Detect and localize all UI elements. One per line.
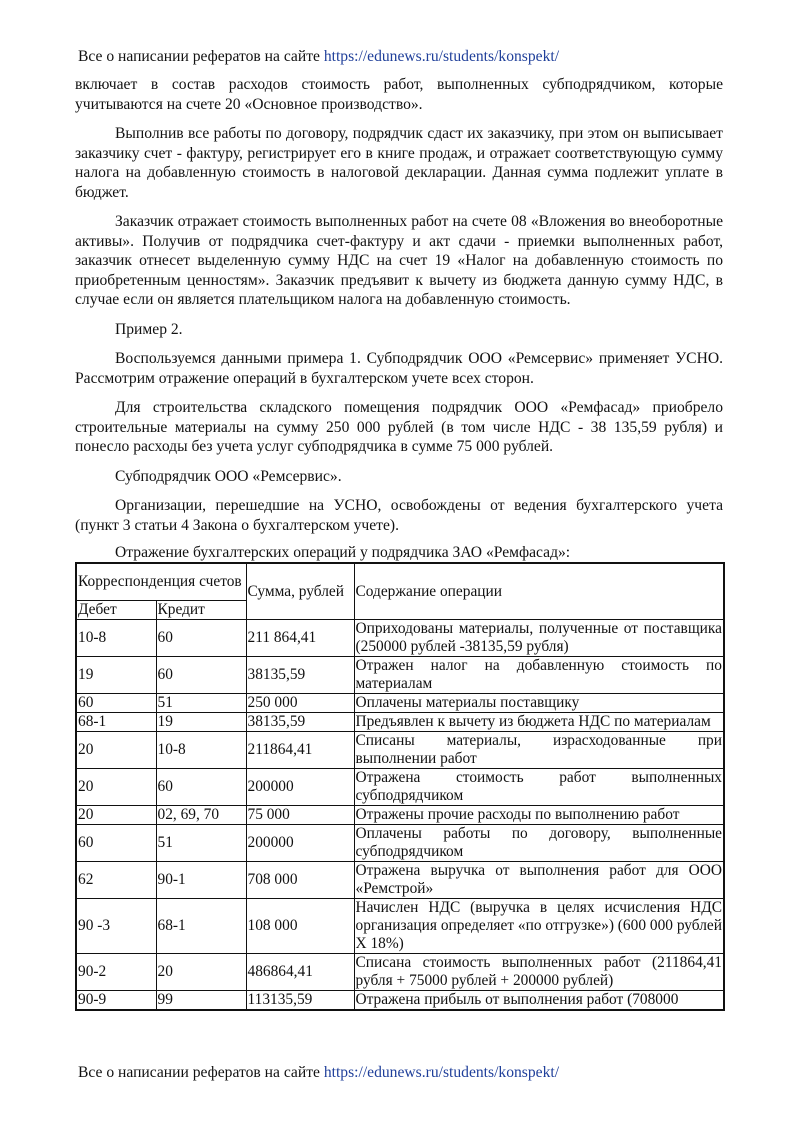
paragraph: Для строительства складского помещения подрядчик ООО «Ремфасад» приобрело строительные материалы на сумму 250 000 рублей (в том числе НДС - 38 135,59 рубля) и понесло расходы без учета услуг субподрядчика в сумме 75 000 рублей. [75,399,723,455]
table-row [76,620,724,657]
cell-content: Списана стоимость выполненных работ (211864,41 рубля + 75000 рублей + 200000 рублей) [355,954,722,989]
cell-debit: 20 [76,732,156,769]
cell-debit: 60 [76,825,156,862]
header-correspondence: Корреспонденция счетов [76,563,246,601]
table-row [76,713,724,732]
page-footer [78,1064,559,1082]
cell-sum: 38135,59 [246,657,354,694]
table-row [76,732,724,769]
paragraph: Пример 2. [115,320,183,338]
table-row [76,862,724,899]
header-text: Все о написании рефератов на сайте [78,48,324,65]
cell-debit: 19 [76,657,156,694]
paragraph: Заказчик отражает стоимость выполненных работ на счете 08 «Вложения во внеоборотные активы». Получив от подрядчика счет-фактуру и акт сдачи - приемки выполненных работ, заказчик отнесет выделенную сумму НДС на счет 19 «Налог на добавленную стоимость по приобретенным ценностям». Заказчик предъявит к вычету из бюджета данную сумму НДС, в случае если он является плательщиком налога на добавленную стоимость. [75,213,723,308]
cell-debit: 60 [76,694,156,713]
table-row [76,954,724,991]
table-caption: Отражение бухгалтерских операций у подрядчика ЗАО «Ремфасад»: [115,544,571,561]
paragraph: Воспользуемся данными примера 1. Субподрядчик ООО «Ремсервис» применяет УСНО. Рассмотрим отражение операций в бухгалтерском учете всех сторон. [75,350,723,387]
cell-debit: 90-9 [76,991,156,1011]
page-header [78,48,559,66]
cell-sum: 200000 [246,769,354,806]
cell-sum: 211 864,41 [246,620,354,657]
cell-debit: 20 [76,769,156,806]
footer-text: Все о написании рефератов на сайте [78,1064,324,1081]
cell-credit: 51 [156,694,246,713]
table-row [76,769,724,806]
footer-link[interactable]: https://edunews.ru/students/konspekt/ [323,1064,560,1081]
cell-credit: 02, 69, 70 [156,806,246,825]
cell-sum: 75 000 [246,806,354,825]
cell-sum: 211864,41 [246,732,354,769]
cell-debit: 20 [76,806,156,825]
header-debit: Дебет [76,601,156,620]
header-link[interactable]: https://edunews.ru/students/konspekt/ [323,48,560,65]
header-content: Содержание операции [354,563,724,620]
header-credit: Кредит [156,601,246,620]
paragraph: включает в состав расходов стоимость работ, выполненных субподрядчиком, которые учитываются на счете 20 «Основное производство». [75,76,723,113]
table-row [76,694,724,713]
cell-credit: 60 [156,769,246,806]
cell-debit: 90-2 [76,954,156,991]
table-row [76,825,724,862]
cell-sum: 486864,41 [246,954,354,991]
cell-credit: 10-8 [156,732,246,769]
cell-credit: 99 [156,991,246,1011]
table-row [76,657,724,694]
cell-sum: 108 000 [246,899,354,954]
cell-sum: 38135,59 [246,713,354,732]
cell-credit: 60 [156,620,246,657]
header-sum: Сумма, рублей [246,563,354,620]
cell-content: Списаны материалы, израсходованные при выполнении работ [355,732,722,767]
cell-credit: 51 [156,825,246,862]
table-row [76,991,724,1011]
cell-debit: 62 [76,862,156,899]
document-body [75,75,723,1011]
operations-table [75,562,725,1011]
cell-credit: 19 [156,713,246,732]
cell-credit: 68-1 [156,899,246,954]
cell-content: Предъявлен к вычету из бюджета НДС по материалам [354,713,724,732]
table-row [76,806,724,825]
cell-credit: 90-1 [156,862,246,899]
cell-content: Отражены прочие расходы по выполнению работ [354,806,724,825]
cell-content: Начислен НДС (выручка в целях исчисления НДС организация определяет «по отгрузке») (600 000 рублей Х 18%) [355,899,722,952]
cell-sum: 708 000 [246,862,354,899]
cell-content: Оприходованы материалы, полученные от поставщика (250000 рублей -38135,59 рубля) [355,620,722,655]
cell-sum: 113135,59 [246,991,354,1011]
paragraph: Организации, перешедшие на УСНО, освобождены от ведения бухгалтерского учета (пункт 3 статьи 4 Закона о бухгалтерском учете). [75,497,723,534]
cell-content: Оплачены материалы поставщику [354,694,724,713]
paragraph: Выполнив все работы по договору, подрядчик сдаст их заказчику, при этом он выписывает заказчику счет - фактуру, регистрирует его в книге продаж, и отражает соответствующую сумму налога на добавленную стоимость в налоговой декларации. Данная сумма подлежит уплате в бюджет. [75,125,723,201]
cell-credit: 60 [156,657,246,694]
cell-debit: 10-8 [76,620,156,657]
cell-sum: 200000 [246,825,354,862]
cell-content: Отражена выручка от выполнения работ для ООО «Ремстрой» [355,862,722,897]
cell-debit: 68-1 [76,713,156,732]
cell-sum: 250 000 [246,694,354,713]
cell-content: Отражена прибыль от выполнения работ (708000 [354,991,724,1011]
cell-content: Отражена стоимость работ выполненных субподрядчиком [355,769,722,804]
table-row [76,899,724,954]
paragraph: Субподрядчик ООО «Ремсервис». [115,467,342,485]
cell-debit: 90 -3 [76,899,156,954]
cell-credit: 20 [156,954,246,991]
cell-content: Оплачены работы по договору, выполненные субподрядчиком [355,825,722,860]
cell-content: Отражен налог на добавленную стоимость по материалам [355,657,722,692]
